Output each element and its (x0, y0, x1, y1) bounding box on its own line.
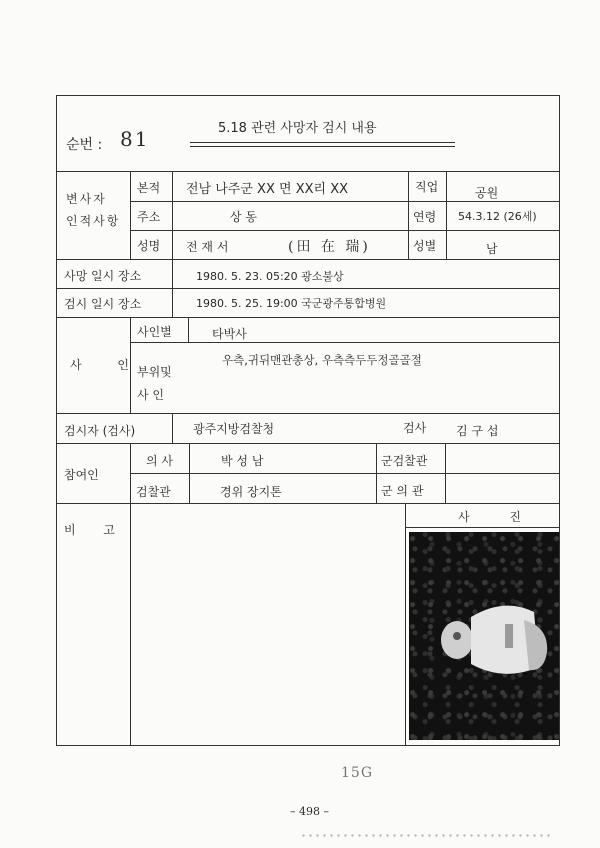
name-value: 전 재 서 (186, 240, 229, 254)
job-label: 직업 (415, 180, 439, 194)
doctor-value: 박 성 남 (221, 454, 264, 468)
address-label: 주소 (137, 210, 161, 224)
rule-cause-end (56, 413, 560, 414)
injury-label-1: 부위및 (137, 365, 172, 379)
rule-victim-2 (130, 230, 560, 231)
form-title: 5.18 관련 사망자 검시 내용 (218, 121, 377, 136)
col-victim-label (172, 171, 173, 259)
col-examiner (172, 413, 173, 443)
death-place-label: 사망 일시 장소 (64, 269, 142, 283)
victim-photo (409, 532, 559, 740)
cause-type-value: 타박사 (212, 327, 247, 341)
col-victim-left (130, 171, 131, 259)
title-underline-2 (190, 146, 455, 147)
death-place-value: 1980. 5. 23. 05:20 광소불상 (196, 270, 344, 283)
examiner-name: 김 구 섭 (456, 424, 499, 438)
cause-type-label: 사인별 (137, 325, 172, 339)
rule-photo-header (405, 527, 560, 528)
page-number: – 498 – (290, 805, 329, 818)
col-cause-type (188, 317, 189, 342)
injury-label-2: 사 인 (137, 388, 164, 402)
rule-header (56, 171, 560, 172)
rule-exam-place (56, 317, 560, 318)
sex-value: 남 (486, 242, 498, 256)
rule-death-place (56, 288, 560, 289)
origin-label: 본적 (137, 181, 161, 195)
col-remarks-left (130, 503, 131, 746)
rule-cause-type (130, 342, 560, 343)
sequence-label: 순번 : (66, 137, 103, 153)
mil-prosecutor-label: 군검찰관 (381, 454, 428, 468)
col-victim-right-value (446, 171, 447, 259)
sequence-number: 81 (120, 127, 150, 151)
col-part-left (130, 443, 131, 503)
photo-figure-image (409, 532, 559, 740)
exam-place-value: 1980. 5. 25. 19:00 국군광주통합병원 (196, 297, 387, 310)
job-value: 공원 (475, 186, 499, 200)
col-photo-left (405, 503, 406, 746)
rule-victim-1 (130, 201, 560, 202)
handwritten-stamp: 15G (341, 765, 373, 781)
exam-place-label: 검시 일시 장소 (64, 297, 142, 311)
name-hanja: (田 在 瑞) (288, 239, 371, 255)
police-value: 경위 장지톤 (220, 485, 282, 499)
address-value: 상 동 (230, 210, 257, 224)
police-label: 검찰관 (136, 485, 171, 499)
rule-victim-end (56, 259, 560, 260)
col-part-mid (376, 443, 377, 503)
examiner-office: 광주지방검찰청 (193, 422, 275, 436)
col-part-right (445, 443, 446, 503)
victim-section-label: 변사자 인적사항 (66, 192, 121, 228)
injury-value: 우측,귀뒤맨관총상, 우측측두두정골골절 (222, 353, 422, 367)
mil-doctor-label: 군 의 관 (381, 484, 424, 498)
title-underline-1 (190, 142, 455, 143)
scan-noise-dots (300, 834, 550, 837)
col-place-value (172, 259, 173, 317)
cause-label: 사 인 (70, 358, 145, 372)
col-part-label (189, 443, 190, 503)
name-label: 성명 (137, 239, 161, 253)
col-victim-right-label (408, 171, 409, 259)
sex-label: 성별 (413, 239, 437, 253)
remarks-label: 비 고 (64, 523, 127, 537)
participants-label: 참여인 (64, 468, 99, 482)
age-label: 연령 (413, 210, 437, 224)
rule-examiner (56, 443, 560, 444)
doctor-label: 의 사 (146, 454, 173, 468)
origin-value: 전남 나주군 XX 면 XX리 XX (186, 182, 349, 197)
photo-label: 사 진 (458, 510, 539, 524)
rule-participants-end (56, 503, 560, 504)
age-value: 54.3.12 (26세) (458, 210, 537, 223)
examiner-label: 검시자 (검사) (64, 424, 136, 438)
rule-participants (130, 473, 560, 474)
examiner-role: 검사 (403, 421, 427, 435)
